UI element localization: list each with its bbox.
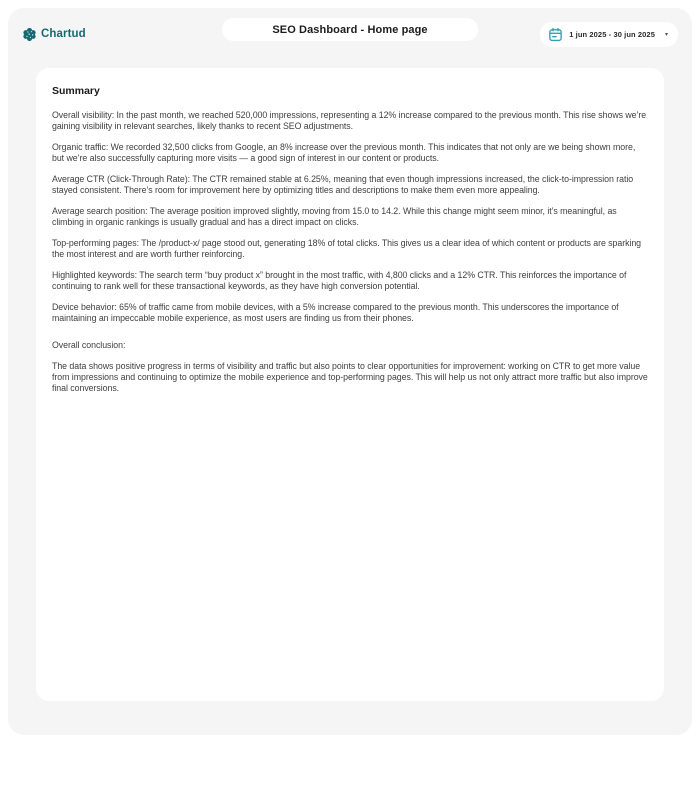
summary-card	[36, 68, 664, 701]
page-title-text: SEO Dashboard - Home page	[272, 23, 428, 36]
summary-paragraph-overall-visibility: Overall visibility: In the past month, we reached 520,000 impressions, representing a 12% increase compared to the previous month. This rise shows we’re gaining visibility in relevant searches, likely thanks to recent SEO adjustments.	[52, 110, 647, 131]
logo[interactable]	[22, 27, 86, 42]
chartud-logo-icon	[22, 27, 37, 42]
logo-text: Chartud	[41, 28, 86, 40]
calendar-icon	[548, 27, 563, 42]
conclusion-paragraph: The data shows positive progress in terms of visibility and traffic but also points to clear opportunities for improvement: working on CTR to get more value from impressions and continuing to optimize the mobile experience and top-performing pages. This will help us not only attract more traffic but also improve final conversions.	[52, 361, 648, 393]
summary-paragraph-organic-traffic: Organic traffic: We recorded 32,500 clicks from Google, an 8% increase over the previous month. This indicates that not only are we being shown more, but we’re also successfully capturing more visits — a good sign of interest in our content or products.	[52, 142, 636, 163]
summary-paragraph-average-search-position: Average search position: The average position improved slightly, moving from 15.0 to 14.2. While this change might seem minor, it’s meaningful, as climbing in organic rankings is usually gradual and has a direct impact on clicks.	[52, 206, 617, 227]
summary-paragraph-top-performing-pages: Top-performing pages: The /product-x/ page stood out, generating 18% of total clicks. This gives us a clear idea of which content or products are sparking the most interest and are worth further reinforcing.	[52, 238, 642, 259]
page-title	[222, 18, 478, 41]
summary-heading: Summary	[52, 85, 100, 97]
date-range-text: 1 jun 2025 - 30 jun 2025	[569, 29, 655, 39]
date-range-selector[interactable]	[540, 22, 678, 47]
summary-paragraph-highlighted-keywords: Highlighted keywords: The search term “buy product x” brought in the most traffic, with 4,800 clicks and a 12% CTR. This reinforces the importance of continuing to rank well for these transactional keywords, as they have high conversion potential.	[52, 270, 627, 291]
conclusion-label: Overall conclusion:	[52, 340, 126, 350]
chevron-down-icon[interactable]: ▾	[664, 31, 668, 38]
topbar	[8, 8, 692, 60]
summary-paragraph-average-ctr: Average CTR (Click-Through Rate): The CTR remained stable at 6.25%, meaning that even though impressions increased, the click-to-impression ratio stayed consistent. There’s room for improvement here by optimizing titles and descriptions to make them even more appealing.	[52, 174, 634, 195]
app-container	[8, 8, 692, 735]
summary-paragraph-device-behavior: Device behavior: 65% of traffic came from mobile devices, with a 5% increase compared to the previous month. This underscores the importance of maintaining an impeccable mobile experience, as most users are finding us from their phones.	[52, 302, 619, 323]
